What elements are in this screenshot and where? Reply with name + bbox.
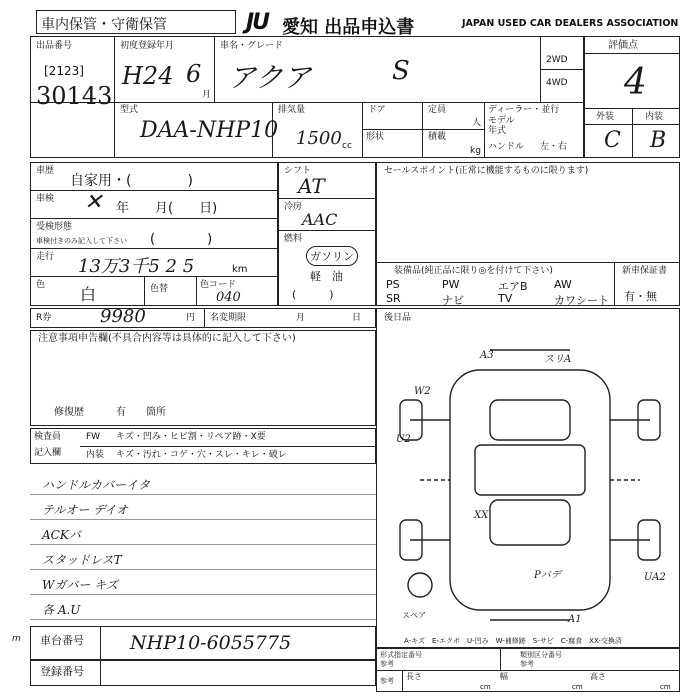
mark-spare: スペア	[402, 611, 426, 620]
note-text: 各 A.U	[42, 603, 81, 617]
repair-label: 修復歴	[54, 407, 84, 418]
ext-grade: C	[604, 128, 621, 153]
note-line	[30, 570, 376, 595]
recycle-value: 9980	[100, 306, 146, 327]
mileage-unit: km	[232, 264, 248, 275]
eval-score: 4	[624, 62, 647, 103]
car-name: アクア	[228, 61, 312, 94]
load-unit: kg	[470, 146, 481, 156]
color-code: 040	[216, 290, 241, 305]
warranty-value: 有・無	[624, 290, 657, 303]
load-label: 積載	[428, 132, 447, 142]
ju-logo: JU	[246, 10, 269, 35]
month-unit: 月	[202, 90, 212, 100]
rear-label: 後日品	[384, 313, 412, 323]
chassis-value: NHP10-6055775	[130, 632, 292, 654]
handle-opts: 左・右	[540, 142, 568, 152]
equipment-item: カワシート	[554, 294, 609, 307]
ac-label: 冷房	[284, 202, 303, 212]
deadline-label: 名変期限	[210, 313, 247, 323]
equipment-item: AW	[554, 278, 572, 291]
note-text: Wガバー キズ	[42, 578, 118, 592]
deadline-month: 月	[296, 313, 306, 323]
reg-month: 6	[186, 60, 202, 88]
name-label: 車名・グレード	[220, 41, 284, 51]
handle-label: ハンドル	[488, 142, 525, 152]
deadline-day: 日	[352, 313, 362, 323]
equip-label: 装備品(純正品に限り◎を付けて下さい)	[394, 266, 553, 276]
mark-u2: U2	[396, 434, 411, 445]
history-value: 自家用・( )	[70, 173, 193, 189]
door-label: ドア	[368, 105, 386, 115]
note-line	[30, 470, 376, 495]
drive-4wd: 4WD	[546, 78, 568, 88]
mark-p-bade: Pバデ	[534, 570, 561, 581]
length-label: 長さ	[406, 672, 422, 681]
mark-xx: XX	[474, 510, 489, 521]
model-code: DAA-NHP10	[140, 118, 279, 143]
shape-label: 形状	[366, 132, 385, 142]
lot-code: [2123]	[44, 64, 84, 78]
form-label: 受検形態	[36, 222, 73, 232]
inspector-label: 検査員	[34, 432, 62, 442]
disp-value: 1500	[296, 128, 342, 149]
note-line	[30, 545, 376, 570]
storage-note-box	[36, 10, 236, 34]
mark-a3: A3	[480, 350, 494, 361]
int-items-label: 内装	[86, 450, 105, 460]
inspect-value: 年 月( 日)	[116, 201, 218, 216]
class-ref: 参考	[520, 660, 534, 668]
fuel-label: 燃料	[284, 234, 303, 244]
damage-legend: A-キズ E-エクボ U-凹み W-補修跡 S-サビ C-腐食 XX-交換済	[404, 637, 622, 645]
equipment-grid	[386, 278, 608, 306]
reg-era: H24	[122, 62, 174, 90]
form-spec-label: 形式指定番号	[380, 651, 422, 659]
fw-label: FW	[86, 432, 101, 442]
repair-value: 有	[116, 407, 126, 418]
grade: S	[392, 56, 410, 86]
disp-label: 排気量	[278, 105, 306, 115]
warranty-label: 新車保証書	[622, 266, 668, 276]
model-year-label: モデル	[488, 116, 515, 126]
class-label: 類別区分番号	[520, 651, 562, 659]
int-label: 内装	[645, 112, 664, 122]
form-spec-ref: 参考	[380, 660, 394, 668]
int-items: キズ・汚れ・コゲ・穴・スレ・キレ・破レ	[116, 450, 287, 460]
note-text: ACKバ	[42, 528, 81, 542]
fuel-paren: ( )	[292, 288, 334, 301]
disp-unit: cc	[342, 141, 352, 151]
fw-items: キズ・凹み・ヒビ割・リペア跡・X要	[116, 432, 266, 442]
mileage-value: 13万3千5 2 5	[78, 256, 195, 277]
storage-note: 車内保管・守衛保管	[41, 17, 167, 33]
mark-w2: W2	[414, 386, 431, 397]
height-unit: cm	[660, 683, 671, 691]
shift-label: シフト	[284, 166, 312, 176]
eval-label: 評価点	[608, 40, 638, 51]
dim-ref: 参考	[380, 677, 394, 685]
recycle-unit: 円	[186, 313, 196, 323]
side-mark: m	[12, 634, 21, 644]
equipment-item: SR	[386, 292, 401, 305]
recycle-row	[30, 308, 376, 328]
note-text: スタッドレスT	[42, 553, 122, 567]
association-name: JAPAN USED CAR DEALERS ASSOCIATION	[462, 18, 679, 29]
equipment-item: PS	[386, 278, 400, 291]
sales-label: セールスポイント(正常に機能するものに限ります)	[384, 166, 589, 176]
equipment-item: PW	[442, 278, 460, 291]
handwritten-notes	[30, 470, 376, 620]
inspect-label: 車検	[36, 194, 55, 204]
mark-ua2: UA2	[644, 572, 666, 583]
equipment-item: ナビ	[442, 294, 464, 307]
recolor-label: 色替	[150, 284, 169, 294]
notes-label: 注意事項申告欄(不具合内容等は具体的に記入して下さい)	[38, 333, 296, 344]
height-label: 高さ	[590, 672, 606, 681]
equipment-item: エアB	[498, 280, 528, 293]
reg-no-label: 登録番号	[40, 665, 84, 678]
chassis-label: 車台番号	[40, 634, 84, 647]
reg-label: 初度登録年月	[120, 41, 175, 51]
width-unit: cm	[572, 683, 583, 691]
color-label: 色	[36, 280, 46, 290]
fuel-diesel: 軽 油	[310, 270, 343, 283]
mark-a1: A1	[568, 614, 582, 625]
car-damage-diagram	[390, 340, 670, 630]
length-unit: cm	[480, 683, 491, 691]
note-line	[30, 595, 376, 620]
lot-label: 出品番号	[36, 41, 73, 51]
form-sub: 車検付きのみ記入して下さい	[36, 237, 127, 245]
mark-suri-a: スリA	[544, 354, 572, 365]
recycle-label: R券	[36, 313, 52, 323]
inspector-label2: 記入欄	[34, 448, 62, 458]
note-text: テルオー デイオ	[42, 503, 129, 517]
form-title: 愛知 出品申込書	[282, 17, 415, 38]
mileage-label: 走行	[36, 252, 55, 262]
repair-where: 箇所	[146, 407, 166, 418]
drive-2wd: 2WD	[546, 55, 568, 65]
seats-label: 定員	[428, 105, 447, 115]
width-label: 幅	[500, 672, 508, 681]
color-code-label: 色コード	[200, 280, 237, 290]
form-paren: ( )	[150, 232, 213, 247]
dealer-label: ディーラー・並行	[488, 105, 560, 115]
lot-number: 30143	[36, 82, 113, 110]
model-label: 型式	[120, 105, 139, 115]
inspect-x: ✕	[84, 190, 103, 215]
note-line	[30, 495, 376, 520]
equipment-item: TV	[498, 292, 513, 305]
fuel-gas: ガソリン	[306, 246, 358, 266]
color-value: 白	[80, 285, 97, 304]
note-text: ハンドルカバーイタ	[42, 478, 151, 492]
history-label: 車歴	[36, 166, 55, 176]
ac-value: AAC	[302, 210, 338, 229]
year-label: 年式	[488, 126, 507, 136]
seats-unit: 人	[472, 118, 482, 128]
ext-label: 外装	[596, 112, 615, 122]
note-line	[30, 520, 376, 545]
shift-value: AT	[298, 174, 325, 198]
int-grade: B	[650, 128, 667, 153]
